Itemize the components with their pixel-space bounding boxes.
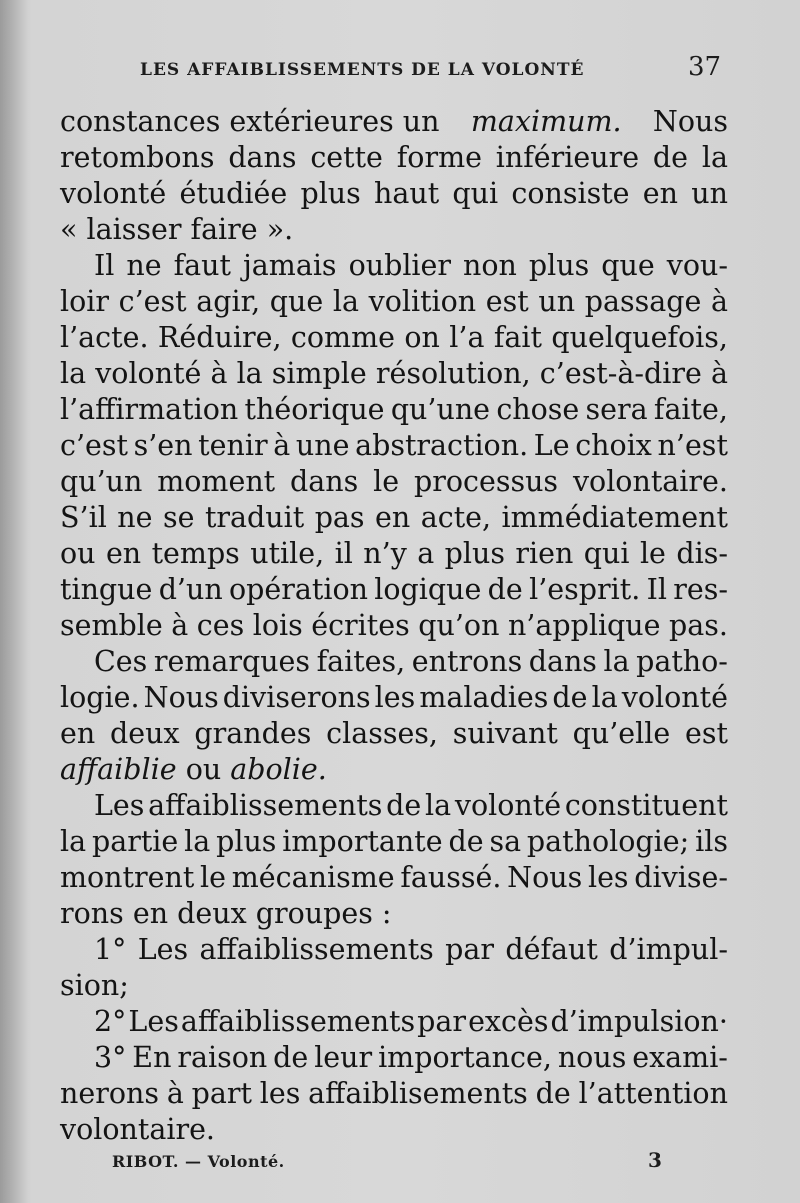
word: Réduire, — [157, 321, 282, 354]
word: quelquefois, — [551, 321, 728, 354]
word: faite, — [653, 393, 728, 426]
word: passage — [584, 285, 702, 318]
word: on — [404, 321, 440, 354]
word: vou- — [666, 249, 728, 282]
word: d’impulsion· — [550, 1005, 728, 1038]
word: 1° — [94, 933, 127, 966]
word: dans — [528, 645, 597, 678]
word: un — [538, 285, 576, 318]
word: affaiblissements — [148, 789, 383, 822]
word: en — [105, 537, 142, 570]
word: une — [295, 429, 350, 462]
word: qui — [583, 537, 630, 570]
text-line — [60, 140, 728, 176]
word: volonté — [95, 357, 202, 390]
word: plus — [528, 249, 590, 282]
word: simple — [271, 357, 367, 390]
word: ils — [695, 825, 728, 858]
word: abstraction. — [355, 429, 529, 462]
word: forme — [396, 141, 482, 174]
word: dans — [290, 465, 359, 498]
word: consiste — [511, 177, 630, 210]
word: à — [166, 1077, 184, 1110]
word: volonté — [454, 789, 562, 822]
word: à — [710, 357, 728, 390]
word: suivant — [452, 717, 558, 750]
word: plus — [216, 825, 277, 858]
text-line — [60, 932, 728, 968]
word: res- — [673, 573, 728, 606]
word: se — [163, 501, 195, 534]
word: faussé. — [400, 861, 502, 894]
word: la — [332, 285, 359, 318]
word: processus — [413, 465, 559, 498]
word: est — [685, 717, 728, 750]
word: volition — [368, 285, 477, 318]
word: en — [375, 501, 411, 534]
italic-word: affaiblie — [60, 753, 177, 786]
word: à — [273, 429, 291, 462]
text-line — [60, 608, 728, 644]
word: Les — [94, 789, 145, 822]
word: importante — [282, 825, 443, 858]
text-line — [60, 392, 728, 428]
word: inférieure — [495, 141, 640, 174]
word: la — [60, 357, 87, 390]
word: dis- — [676, 537, 728, 570]
word: n’est — [657, 429, 728, 462]
word: l’acte. — [60, 321, 149, 354]
word: cette — [310, 141, 383, 174]
word: plus — [444, 537, 505, 570]
word: étudiée — [179, 177, 288, 210]
word: par — [417, 1005, 467, 1038]
word: grandes — [194, 717, 312, 750]
word: 2° — [94, 1005, 127, 1038]
text-line — [60, 176, 728, 212]
word: plus — [300, 177, 361, 210]
text-line — [60, 860, 728, 896]
word: part — [191, 1077, 252, 1110]
text-line — [60, 644, 728, 680]
text-line — [60, 572, 728, 608]
text-line — [60, 1040, 728, 1076]
word: chose — [496, 393, 580, 426]
text-line — [60, 716, 728, 752]
word: temps — [151, 537, 240, 570]
text-segment: Nous — [652, 105, 728, 138]
word: Les — [137, 933, 189, 966]
word: c’est-à-dire — [539, 357, 702, 390]
word: la — [60, 825, 87, 858]
text-line — [60, 1004, 728, 1040]
text-line — [60, 356, 728, 392]
word: non — [463, 249, 517, 282]
word: qu’on — [418, 609, 500, 642]
text-segment: constances extérieures un — [60, 105, 440, 138]
word: rien — [515, 537, 574, 570]
word: sa — [489, 825, 522, 858]
word: excès — [468, 1005, 549, 1038]
word: agir, — [196, 285, 261, 318]
footer-signature: RIBOT. — Volonté. — [112, 1152, 285, 1171]
word: théorique — [244, 393, 385, 426]
word: affaiblisements — [308, 1077, 528, 1110]
text-line — [60, 320, 728, 356]
word: de — [273, 1041, 309, 1074]
text-line — [60, 536, 728, 572]
word: Il — [646, 573, 667, 606]
italic-word: maximum. — [470, 105, 622, 138]
word: raison — [177, 1041, 268, 1074]
word: affaiblissements — [180, 1005, 416, 1038]
word: n’applique — [507, 609, 661, 642]
word: mécanisme — [231, 861, 395, 894]
text-line — [60, 500, 728, 536]
word: qu’une — [390, 393, 491, 426]
word: que — [601, 249, 655, 282]
text-line — [60, 788, 728, 824]
word: entrons — [411, 645, 523, 678]
word: pas — [314, 501, 365, 534]
word: la — [184, 825, 211, 858]
word: volontaire. — [572, 465, 728, 498]
text-line: volontaire. — [60, 1113, 215, 1146]
text-segment: ou — [185, 753, 222, 786]
word: traduit — [204, 501, 305, 534]
word: les — [587, 861, 629, 894]
text-line — [60, 680, 728, 716]
word: les — [259, 1077, 301, 1110]
word: partie — [91, 825, 179, 858]
word: n’y — [363, 537, 407, 570]
running-title: LES AFFAIBLISSEMENTS DE LA VOLONTÉ — [140, 60, 585, 80]
word: loir — [60, 285, 110, 318]
word: de — [535, 1077, 571, 1110]
word: fait — [493, 321, 542, 354]
word: Les — [128, 1005, 179, 1038]
word: tingue — [60, 573, 153, 606]
word: de — [552, 681, 588, 714]
word: comme — [290, 321, 395, 354]
word: est — [485, 285, 529, 318]
word: en — [60, 717, 96, 750]
word: c’est — [60, 429, 128, 462]
word: pas. — [669, 609, 728, 642]
word: S’il — [60, 501, 107, 534]
word: jamais — [242, 249, 337, 282]
word: le — [639, 537, 666, 570]
word: en — [642, 177, 679, 210]
word: leur — [314, 1041, 373, 1074]
word: la — [701, 141, 728, 174]
word: un — [691, 177, 728, 210]
word: Nous — [507, 861, 583, 894]
word: ne — [126, 249, 162, 282]
word: à — [710, 285, 728, 318]
word: classes, — [326, 717, 438, 750]
word: écrites — [311, 609, 410, 642]
word: d’impul- — [609, 933, 728, 966]
word: En — [132, 1041, 172, 1074]
word: Nous — [143, 681, 219, 714]
word: pathologie; — [526, 825, 690, 858]
text-line — [60, 104, 728, 140]
word: de — [448, 825, 484, 858]
word: l’esprit. — [529, 573, 641, 606]
word: qui — [452, 177, 499, 210]
word: immédiatement — [501, 501, 728, 534]
word: l’a — [449, 321, 485, 354]
word: nerons — [60, 1077, 159, 1110]
text-line — [60, 284, 728, 320]
word: à — [171, 609, 189, 642]
word: de — [487, 573, 523, 606]
word: a — [417, 537, 435, 570]
word: d’un — [158, 573, 223, 606]
word: Le — [533, 429, 570, 462]
word: patho- — [636, 645, 728, 678]
text-line: « laisser faire ». — [60, 213, 294, 246]
word: ou — [60, 537, 96, 570]
text-line: sion; — [60, 969, 129, 1002]
word: dans — [228, 141, 297, 174]
word: à — [210, 357, 228, 390]
word: l’attention — [578, 1077, 728, 1110]
italic-word: abolie. — [230, 753, 327, 786]
word: ne — [117, 501, 153, 534]
page-number: 37 — [688, 52, 722, 82]
word: logie. — [60, 681, 140, 714]
word: faut — [173, 249, 231, 282]
word: défaut — [505, 933, 598, 966]
word: oublier — [348, 249, 452, 282]
word: importance, — [378, 1041, 552, 1074]
word: nous — [557, 1041, 627, 1074]
text-line: rons en deux groupes : — [60, 897, 392, 930]
text-line — [60, 752, 728, 788]
word: la — [603, 645, 630, 678]
word: le — [200, 861, 227, 894]
word: de — [652, 141, 689, 174]
word: remarques — [153, 645, 311, 678]
word: 3° — [94, 1041, 127, 1074]
word: lois — [252, 609, 303, 642]
word: la — [236, 357, 263, 390]
word: s’en — [133, 429, 193, 462]
text-line — [60, 1076, 728, 1112]
word: exami- — [632, 1041, 728, 1074]
word: le — [373, 465, 400, 498]
word: qu’elle — [572, 717, 671, 750]
word: de — [386, 789, 422, 822]
word: il — [334, 537, 353, 570]
word: ces — [196, 609, 245, 642]
word: volonté — [621, 681, 728, 714]
word: logique — [374, 573, 482, 606]
word: diviserons — [222, 681, 371, 714]
word: utile, — [250, 537, 325, 570]
footer-sheet-number: 3 — [648, 1148, 662, 1172]
word: montrent — [60, 861, 195, 894]
word: acte, — [420, 501, 492, 534]
word: constituent — [564, 789, 728, 822]
text-line — [60, 248, 728, 284]
word: la — [425, 789, 452, 822]
word: deux — [110, 717, 180, 750]
word: les — [374, 681, 416, 714]
word: c’est — [118, 285, 187, 318]
word: volonté — [60, 177, 167, 210]
text-line — [60, 824, 728, 860]
text-line — [60, 464, 728, 500]
word: Ces — [94, 645, 148, 678]
word: que — [269, 285, 324, 318]
word: moment — [157, 465, 276, 498]
word: choix — [575, 429, 652, 462]
word: affaiblissements — [199, 933, 434, 966]
word: sera — [585, 393, 648, 426]
body-text — [60, 104, 728, 1148]
word: faites, — [316, 645, 406, 678]
word: semble — [60, 609, 163, 642]
word: haut — [374, 177, 440, 210]
word: par — [445, 933, 495, 966]
word: qu’un — [60, 465, 143, 498]
word: maladies — [419, 681, 549, 714]
word: retombons — [60, 141, 215, 174]
word: divise- — [634, 861, 728, 894]
word: résolution, — [375, 357, 531, 390]
word: Il — [94, 249, 115, 282]
text-line — [60, 428, 728, 464]
word: l’affirmation — [60, 393, 239, 426]
word: tenir — [198, 429, 268, 462]
spine-shadow — [0, 0, 28, 1203]
word: la — [591, 681, 618, 714]
word: opération — [229, 573, 368, 606]
